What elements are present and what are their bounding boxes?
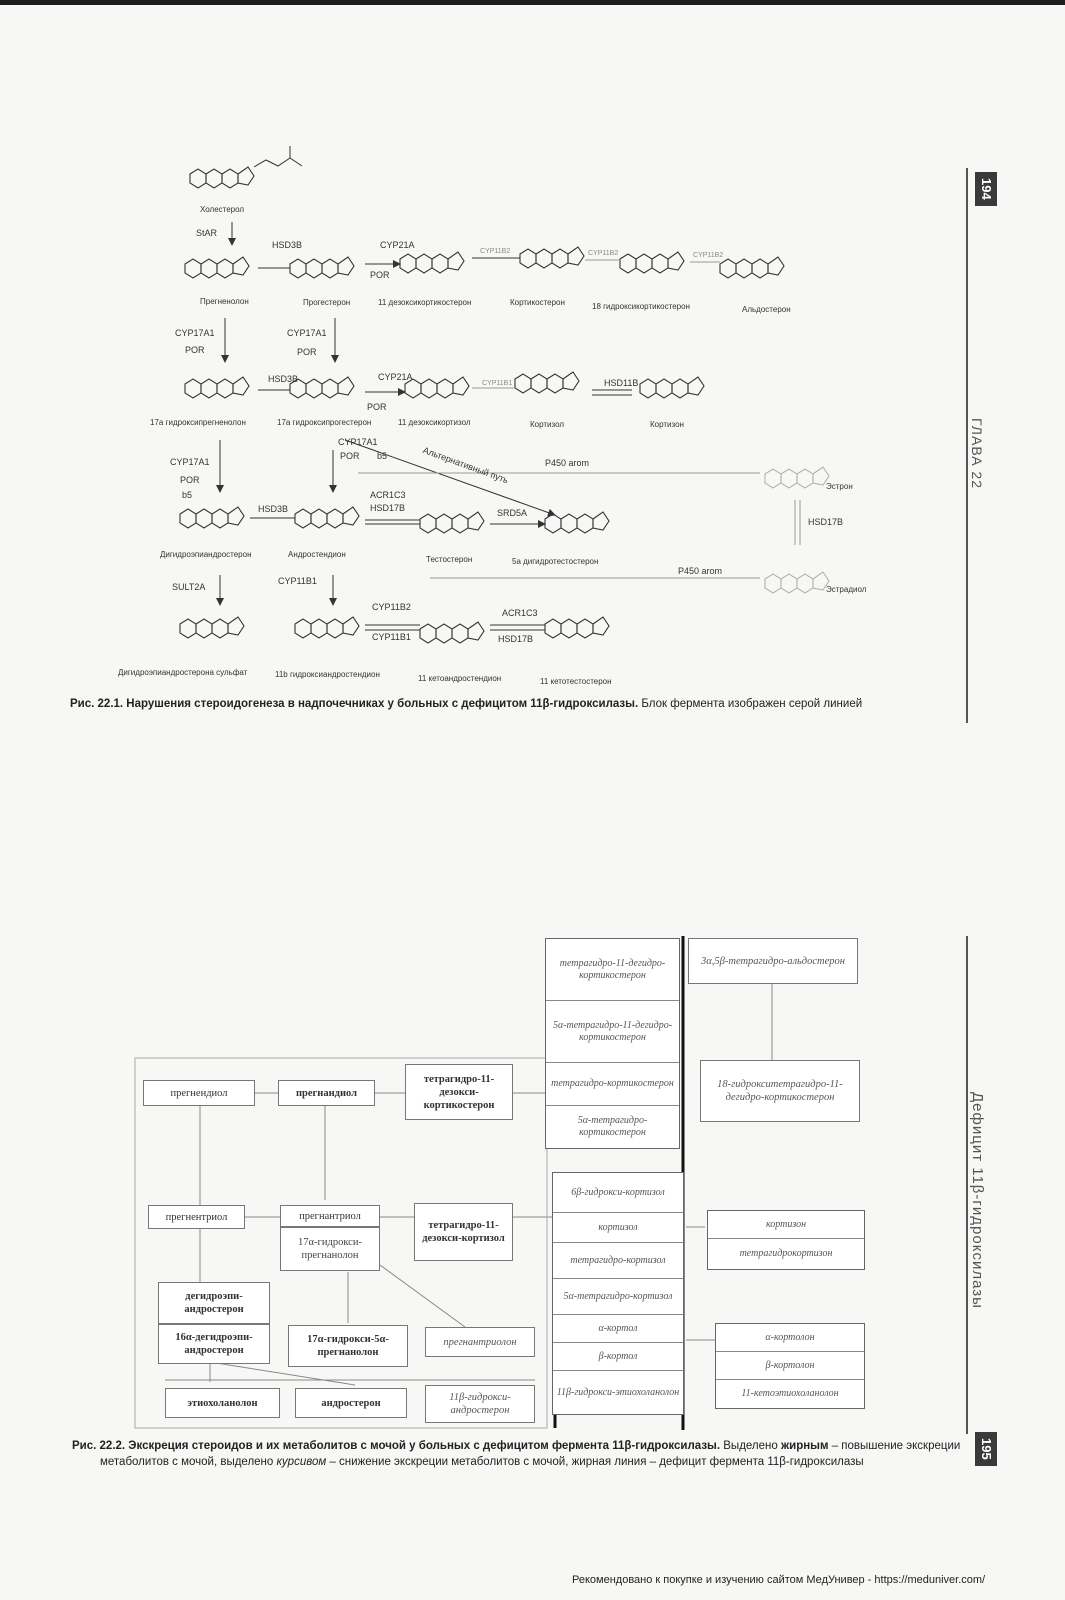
label-preg17: 17a гидроксипрегненолон (150, 418, 246, 427)
enzyme-por-6: POR (340, 451, 360, 461)
caption-2-l2a: метаболитов с мочой, выделено (100, 1456, 277, 1468)
label-estradiol: Эстрадиол (826, 585, 867, 594)
label-deoxycortisol: 11 дезоксикортизол (398, 418, 471, 427)
enzyme-sult2a: SULT2A (172, 582, 206, 592)
col-d-item: β-кортолон (716, 1352, 864, 1380)
enzyme-hsd3b-3: HSD3B (258, 504, 289, 514)
enzyme-cyp11b1-1: CYP11B1 (482, 380, 513, 387)
caption-2-italic-word: курсивом (276, 1456, 327, 1468)
enzyme-hsd17b-3: HSD17B (498, 634, 534, 644)
enzyme-star: StAR (196, 228, 218, 238)
label-dhea: Дигидроэпиандростерон (160, 550, 252, 559)
box-oh17-5a: 17α-гидрокси-5α-прегнанолон (288, 1325, 408, 1367)
caption-2-l2b: – снижение экскреции метаболитов с мочой, жирная линия – дефицит фермента 11β-гидроксилазы (326, 1456, 864, 1468)
enzyme-hsd11b: HSD11B (604, 378, 639, 388)
column-cortisol-metabolites (552, 1172, 684, 1415)
enzyme-b5-2: b5 (377, 451, 388, 461)
enzyme-hsd17b-1: HSD17B (370, 503, 406, 513)
label-corticosterone: Кортикостерон (510, 298, 565, 307)
box-dhea: дегидроэпи-андростерон (158, 1282, 270, 1324)
col-a-item: 5α-тетрагидро-кортикостерон (577, 1115, 648, 1138)
label-oh18: 18 гидроксикортикостерон (592, 302, 690, 311)
enzyme-p450arom-1: P450 arom (545, 458, 590, 468)
enzyme-por-1: POR (370, 270, 390, 280)
label-dheas: Дигидроэпиандростерона сульфат (118, 668, 248, 677)
enzyme-cyp17a1-3: CYP17A1 (170, 457, 210, 467)
column-corticosterone-metabolites (545, 938, 680, 1149)
label-testosterone: Тестостерон (426, 555, 473, 564)
running-head-topic: Дефицит 11β-гидроксилазы (969, 1092, 986, 1309)
alternative-path-label: Альтернативный путь (421, 445, 510, 486)
running-head-chapter: ГЛАВА 22 (969, 418, 985, 489)
box-oh16-dhea: 16α-дегидроэпи-андростерон (158, 1324, 270, 1364)
box-thdeoxycortisol: тетрагидро-11-дезокси-кортизол (414, 1203, 513, 1261)
col-c-item: кортизон (708, 1211, 864, 1239)
box-oh11-androsterone: 11β-гидрокси-андростерон (425, 1385, 535, 1423)
label-cortisol: Кортизол (530, 420, 565, 429)
label-ketotesto: 11 кетотестостерон (540, 677, 612, 686)
enzyme-cyp11b2-4: CYP11B2 (372, 602, 411, 612)
col-b-item: 6β-гидрокси-кортизол (553, 1173, 683, 1213)
enzyme-cyp21a-1: CYP21A (380, 240, 415, 250)
enzyme-cyp21a-2: CYP21A (378, 372, 413, 382)
caption-1-text: Блок фермента изображен серой линией (638, 698, 863, 710)
enzyme-por-4: POR (367, 402, 387, 412)
page-number-195: 195 (975, 1432, 997, 1466)
col-d-item: α-кортолон (716, 1324, 864, 1352)
caption-2-p2: – повышение экскреции (828, 1440, 961, 1452)
col-b-item: кортизол (553, 1213, 683, 1243)
col-b-item: β-кортол (553, 1343, 683, 1371)
box-aldo-top: 3α,5β-тетрагидро-альдостерон (688, 938, 858, 984)
box-pregnanetriolone: прегнантриолон (425, 1327, 535, 1357)
label-prog17: 17a гидроксипрогестерон (277, 418, 372, 427)
enzyme-cyp11b1-3: CYP11B1 (372, 632, 411, 642)
col-b-item: 11β-гидрокси-этиохоланолон (556, 1386, 680, 1398)
label-androstenedione: Андростендион (288, 550, 346, 559)
col-b-item: тетрагидро-кортизол (553, 1243, 683, 1279)
enzyme-cyp11b2-3: CYP11B2 (693, 252, 724, 259)
box-etiocholanolone: этиохоланолон (165, 1388, 280, 1418)
label-aldosterone: Альдостерон (742, 305, 791, 314)
caption-2-bold-word: жирным (780, 1440, 829, 1452)
col-b-item: 5α-тетрагидро-кортизол (553, 1279, 683, 1315)
label-ohandro: 11b гидроксиандростендион (275, 670, 380, 679)
enzyme-srd5a: SRD5A (497, 508, 528, 518)
box-androsterone: андростерон (295, 1388, 407, 1418)
box-oh17-pregnanolone: 17α-гидрокси-прегнанолон (280, 1227, 380, 1271)
caption-2-p1: Выделено (720, 1440, 781, 1452)
column-cortisone (707, 1210, 865, 1270)
col-d-item: 11-кетоэтиохоланолон (741, 1388, 839, 1399)
footer-recommendation: Рекомендовано к покупке и изучению сайтом МедУнивер - https://meduniver.com/ (572, 1574, 986, 1586)
box-pregnanetriol: прегнантриол (280, 1205, 380, 1227)
label-progesterone: Прогестерон (303, 298, 351, 307)
label-dht: 5a дигидротестостерон (512, 557, 599, 566)
enzyme-por-2: POR (185, 345, 205, 355)
enzyme-hsd17b-2: HSD17B (808, 517, 844, 527)
enzyme-acr1c3-2: ACR1C3 (502, 608, 538, 618)
enzyme-por-5: POR (180, 475, 200, 485)
margin-rule-bottom (966, 936, 968, 1434)
col-a-item: тетрагидро-11-дегидро-кортикостерон (546, 939, 679, 1001)
enzyme-cyp17a1-1: CYP17A1 (175, 328, 215, 338)
enzyme-p450arom-2: P450 arom (678, 566, 723, 576)
enzyme-acr1c3-1: ACR1C3 (370, 490, 406, 500)
col-c-item: тетрагидрокортизон (739, 1248, 833, 1259)
enzyme-cyp11b2-2: CYP11B2 (588, 250, 619, 257)
enzyme-b5-1: b5 (182, 490, 193, 500)
enzyme-cyp11b1-2: CYP11B1 (278, 576, 317, 586)
enzyme-cyp17a1-2: CYP17A1 (287, 328, 327, 338)
enzyme-hsd3b-2: HSD3B (268, 374, 299, 384)
enzyme-hsd3b-1: HSD3B (272, 240, 303, 250)
figure-22-2-caption-line1 (72, 1440, 960, 1452)
box-aldo-bottom: 18-гидрокситетрагидро-11-дегидро-кортикостерон (700, 1060, 860, 1122)
col-a-item: 5α-тетрагидро-11-дегидро-кортикостерон (546, 1001, 679, 1063)
enzyme-cyp17a1-4: CYP17A1 (338, 437, 378, 447)
label-doc: 11 дезоксикортикостерон (378, 298, 472, 307)
enzyme-cyp11b2-1: CYP11B2 (480, 248, 511, 255)
label-estrone: Эстрон (826, 482, 853, 491)
col-a-item: тетрагидро-кортикостерон (546, 1063, 679, 1106)
label-cholesterol: Холестерол (200, 205, 245, 214)
figure-22-2-caption-line2 (100, 1456, 864, 1468)
caption-2-bold: Рис. 22.2. Экскреция стероидов и их метаболитов с мочой у больных с дефицитом фермента 11β-гидроксилазы. (72, 1440, 721, 1452)
caption-1-bold: Рис. 22.1. Нарушения стероидогенеза в надпочечниках у больных с дефицитом 11β-гидроксилазы. (70, 698, 639, 710)
column-cortolone (715, 1323, 865, 1409)
page-number-194: 194 (975, 172, 997, 206)
box-pregnanediol: прегнандиол (278, 1080, 375, 1106)
col-b-item: α-кортол (553, 1315, 683, 1343)
box-pregnanetriol-normal: прегнентриол (148, 1205, 245, 1229)
box-thdoc: тетрагидро-11-дезокси-кортикостерон (405, 1064, 513, 1120)
box-pregnanediol-normal: прегнендиол (143, 1080, 255, 1106)
label-pregnenolone: Прегненолон (200, 297, 249, 306)
label-cortisone: Кортизон (650, 420, 684, 429)
margin-rule-top (966, 168, 968, 723)
label-ketoandro: 11 кетоандростендион (418, 674, 502, 683)
enzyme-por-3: POR (297, 347, 317, 357)
